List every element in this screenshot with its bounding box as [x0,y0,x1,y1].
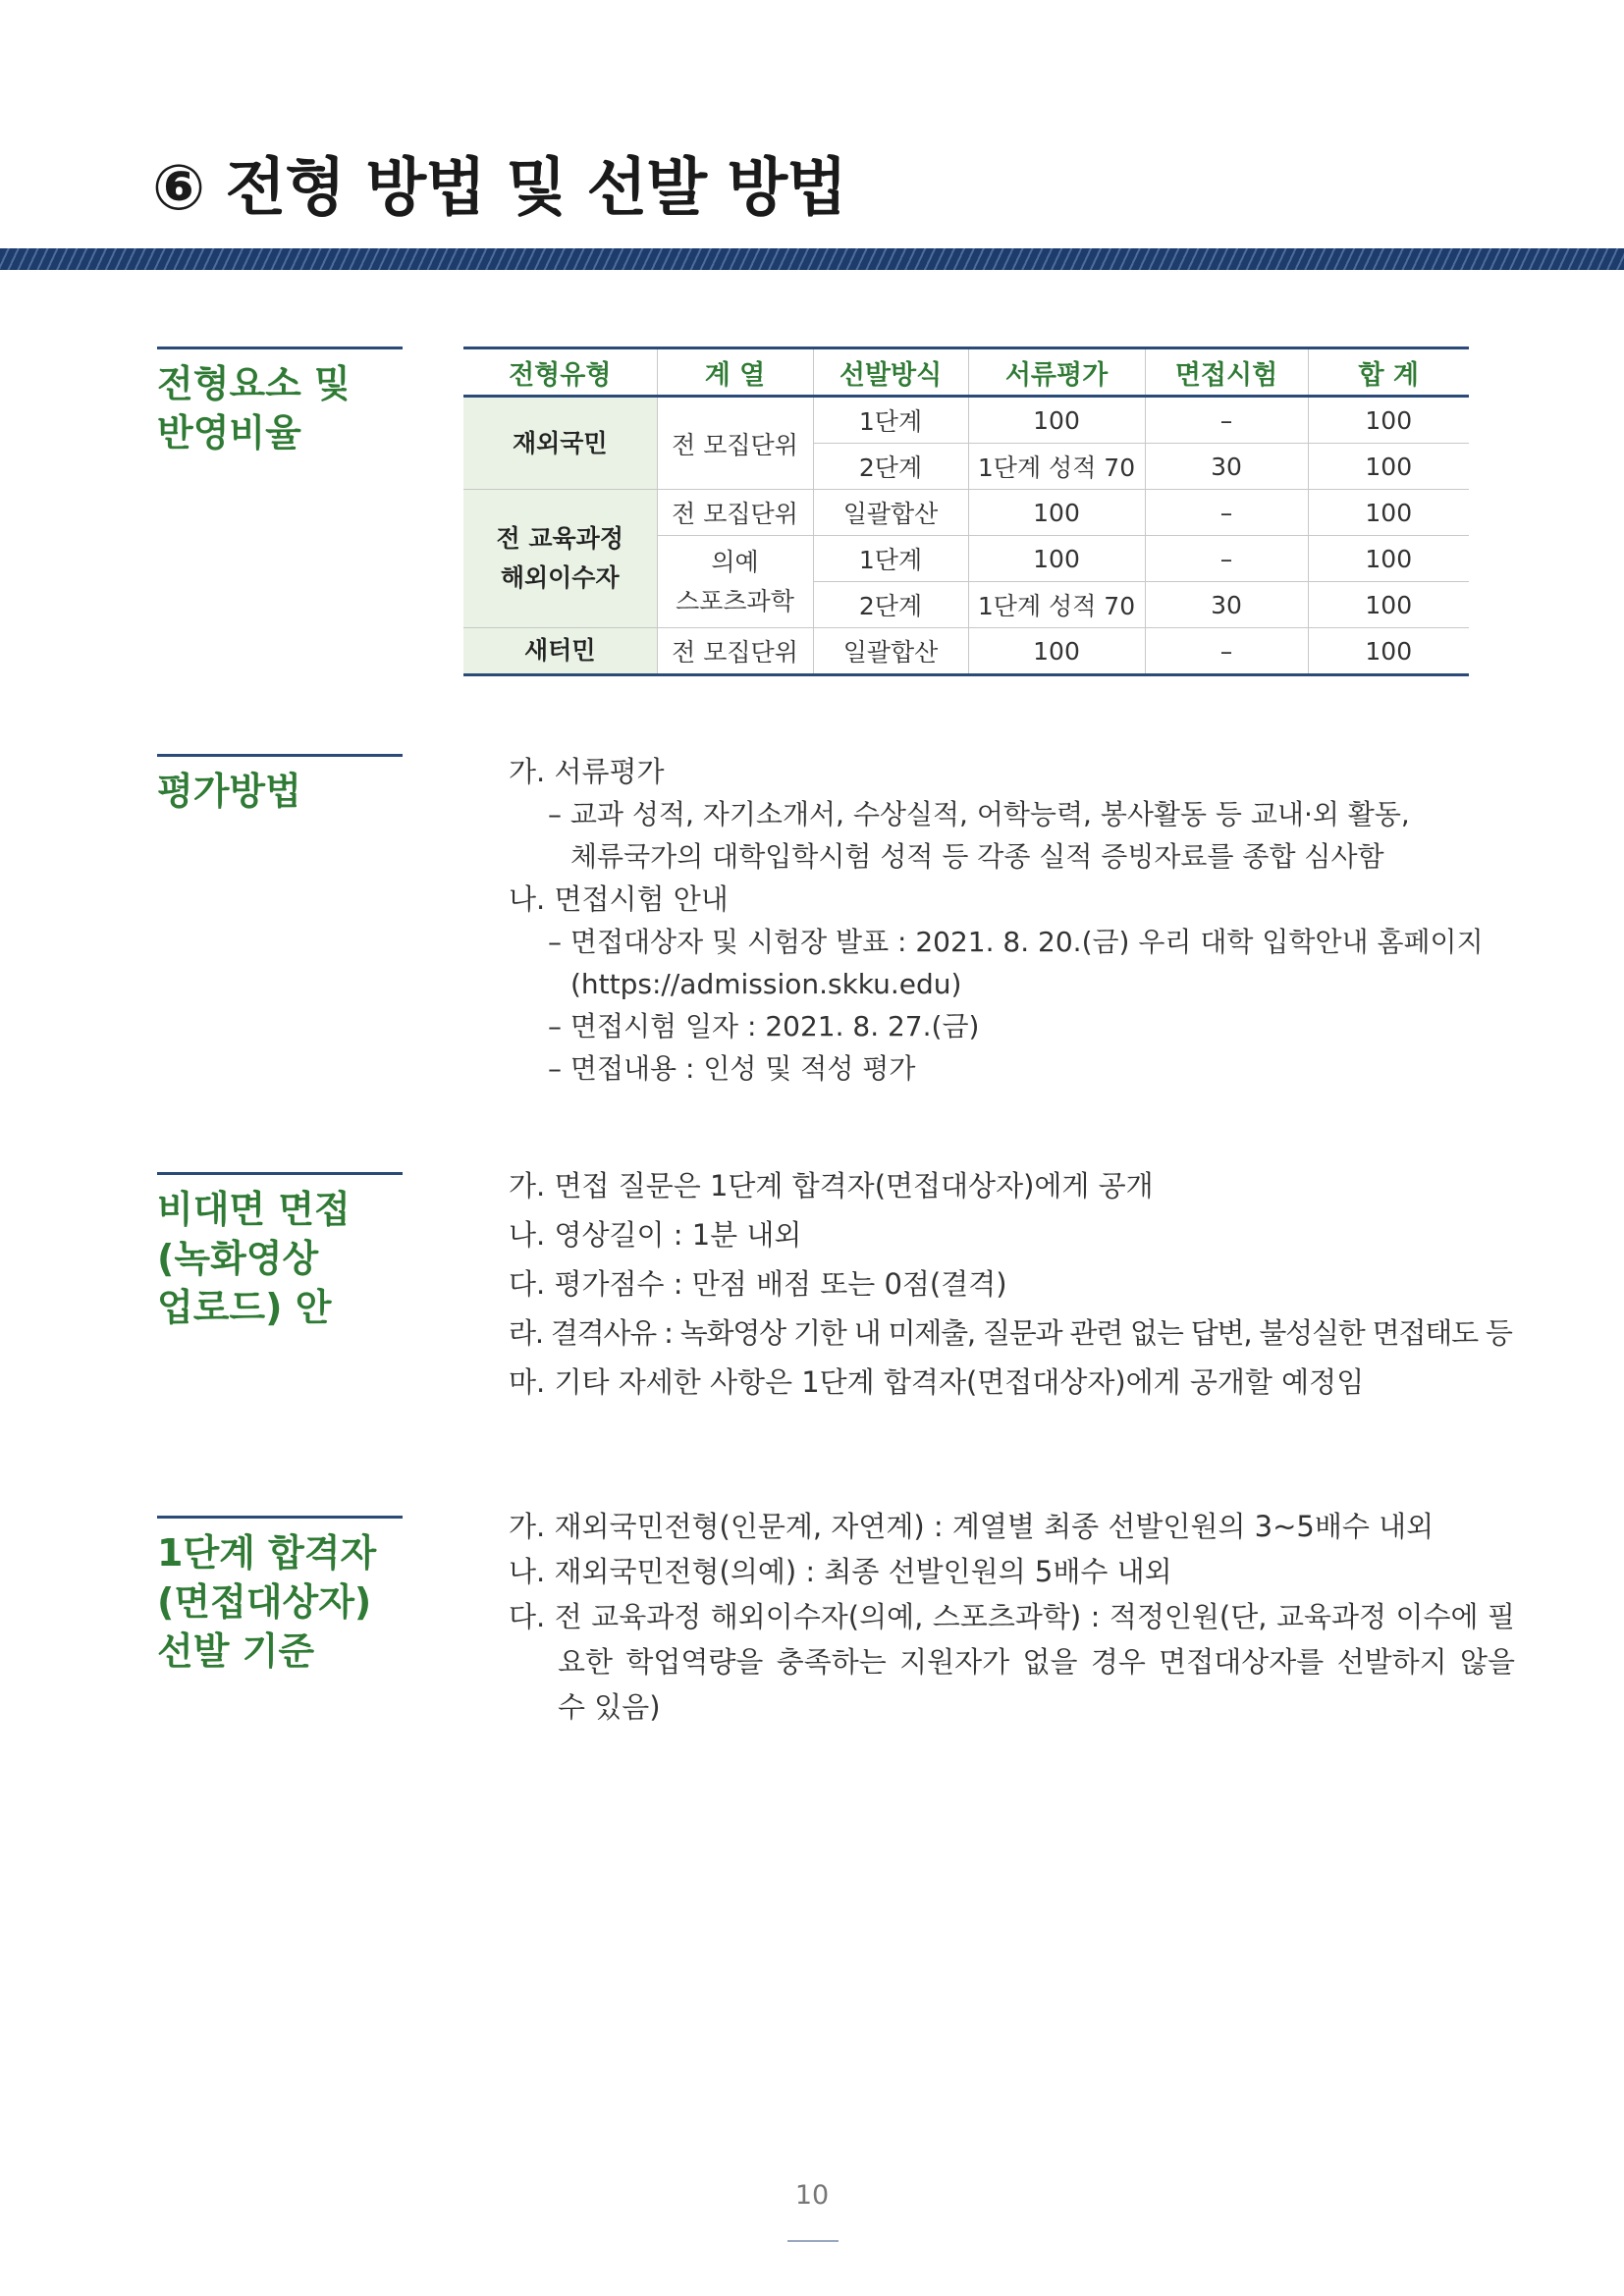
list-item: 라. 결격사유 : 녹화영상 기한 내 미제출, 질문과 관련 없는 답변, 불성실한 면접태도 등 [509,1316,1512,1350]
title-divider-band [0,248,1624,270]
section-label-line: (면접대상자) [157,1580,372,1624]
method-cell: 2단계 [813,444,968,490]
section-label-evaluation [157,754,403,816]
total-cell: 100 [1308,582,1469,628]
sub-item [509,793,1484,878]
section-label-line: 전형요소 및 [157,362,351,405]
ratio-table [463,347,1469,676]
method-cell: 2단계 [813,582,968,628]
total-cell: 100 [1308,397,1469,444]
interview-cell: – [1145,536,1308,582]
type-cell: 새터민 [463,628,657,675]
type-cell: 재외국민 [463,397,657,490]
sub-item-line: (https://admission.skku.edu) [570,968,962,1000]
category-cell [657,536,813,628]
interview-cell: 30 [1145,444,1308,490]
table-row [463,490,1469,536]
type-line: 해외이수자 [500,563,620,592]
section-label-line: 1단계 합격자 [157,1531,377,1575]
page-number-rule [787,2240,839,2242]
column-header: 서류평가 [968,348,1145,397]
doc-cell: 100 [968,397,1145,444]
interview-cell: 30 [1145,582,1308,628]
total-cell: 100 [1308,536,1469,582]
category-cell: 전 모집단위 [657,490,813,536]
list-item: 나. 영상길이 : 1분 내외 [509,1218,802,1252]
section-label-line: (녹화영상 [157,1237,319,1280]
sub-item: – 면접시험 일자 : 2021. 8. 27.(금) [548,1010,980,1042]
category-cell: 전 모집단위 [657,628,813,675]
interview-cell: – [1145,628,1308,675]
column-header: 합 계 [1308,348,1469,397]
type-line: 전 교육과정 [496,524,623,553]
column-header: 면접시험 [1145,348,1308,397]
doc-cell: 100 [968,628,1145,675]
section-label-line: 비대면 면접 [157,1188,351,1231]
section-label-remote [157,1172,403,1332]
category-line: 스포츠과학 [676,586,794,615]
column-header: 전형유형 [463,348,657,397]
sub-item [509,921,1484,1005]
criteria-content [509,1504,1515,1730]
category-line: 의예 [711,547,759,576]
total-cell: 100 [1308,444,1469,490]
table-header-row [463,348,1469,397]
interview-cell: – [1145,397,1308,444]
sub-item: – 면접내용 : 인성 및 적성 평가 [548,1052,916,1085]
method-cell: 1단계 [813,536,968,582]
method-cell: 1단계 [813,397,968,444]
table-row [463,628,1469,675]
evaluation-content [509,750,1484,1090]
page-number: 10 [794,2180,830,2211]
method-cell: 일괄합산 [813,628,968,675]
column-header: 선발방식 [813,348,968,397]
page-title: ⑥ 전형 방법 및 선발 방법 [152,152,847,225]
method-cell: 일괄합산 [813,490,968,536]
doc-cell: 100 [968,490,1145,536]
doc-cell: 100 [968,536,1145,582]
list-item: 나. 재외국민전형(의예) : 최종 선발인원의 5배수 내외 [509,1555,1172,1588]
type-cell [463,490,657,628]
section-label-line: 업로드) 안 [157,1286,332,1329]
list-item: 가. 면접 질문은 1단계 합격자(면접대상자)에게 공개 [509,1169,1154,1202]
section-label-line: 선발 기준 [157,1629,315,1673]
doc-cell: 1단계 성적 70 [968,444,1145,490]
category-cell: 전 모집단위 [657,397,813,490]
sub-item-line: – 교과 성적, 자기소개서, 수상실적, 어학능력, 봉사활동 등 교내·외 활동, [548,798,1410,830]
list-item: 가. 재외국민전형(인문계, 자연계) : 계열별 최종 선발인원의 3~5배수 내외 [509,1510,1435,1543]
list-item: 가. 서류평가 [509,755,665,788]
sub-item-line: – 면접대상자 및 시험장 발표 : 2021. 8. 20.(금) 우리 대학 입학안내 홈페이지 [548,926,1484,958]
doc-cell: 1단계 성적 70 [968,582,1145,628]
column-header: 계 열 [657,348,813,397]
section-label-criteria [157,1516,403,1676]
interview-cell: – [1145,490,1308,536]
list-item: 다. 전 교육과정 해외이수자(의예, 스포츠과학) : 적정인원(단, 교육과정 이수에 필요한 학업역량을 충족하는 지원자가 없을 경우 면접대상자를 선발하지 않을 수 있음) [509,1600,1515,1724]
list-item: 다. 평가점수 : 만점 배점 또는 0점(결격) [509,1267,1007,1301]
section-label-line: 평가방법 [157,770,301,813]
sub-item-line: 체류국가의 대학입학시험 성적 등 각종 실적 증빙자료를 종합 심사함 [570,840,1384,873]
section-label-line: 반영비율 [157,411,301,454]
remote-content [509,1161,1512,1407]
total-cell: 100 [1308,490,1469,536]
total-cell: 100 [1308,628,1469,675]
section-label-ratio [157,347,403,457]
list-item: 마. 기타 자세한 사항은 1단계 합격자(면접대상자)에게 공개할 예정임 [509,1365,1365,1399]
table-row [463,397,1469,444]
list-item: 나. 면접시험 안내 [509,882,729,916]
